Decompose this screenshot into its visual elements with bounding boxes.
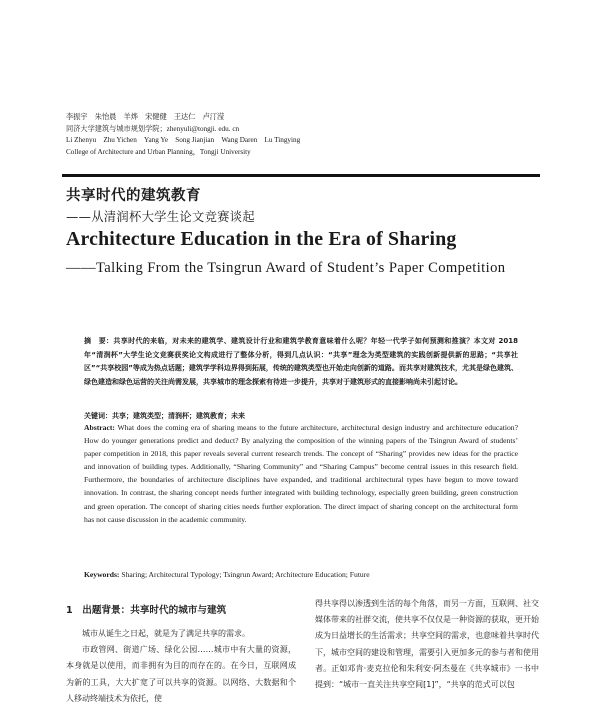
keywords-cn-label: 关键词： [84,412,112,420]
abstract-en [84,421,518,526]
section-heading [66,602,296,620]
title-divider [62,174,540,177]
keywords-en-label: Keywords: [84,570,120,579]
title-en: Architecture Education in the Era of Sharing [66,228,457,250]
author-names-en: Li Zhenyu Zhu Yichen Yang Ye Song Jianjian Wang Daren Lu Tingying [66,136,301,145]
author-block [66,112,546,158]
keywords-en-text: Sharing; Architectural Typology; Tsingrun Award; Architecture Education; Future [121,570,370,579]
abstract-cn-label: 摘 要： [84,337,114,345]
author-affiliation-en: College of Architecture and Urban Planning，Tongji University [66,147,251,156]
abstract-cn [84,335,518,389]
body-paragraph-continued: 得共享得以渗透到生活的每个角落，而另一方面，互联网、社交媒体带来的社群交流，使共享不仅仅是一种资源的获取，更开始成为日益增长的生活需求；共享空间的需求，也意味着共享时代下，城市空间的建设和管理，需要引入更加多元的参与者和使用者。正如邓肯·麦克拉伦和朱利安·阿杰曼在《共享城市》一书中提到：“城市一直关注共享空间[1]”，“共享的范式可以包 [315,599,539,690]
body-paragraph: 市政管网、街道广场、绿化公园……城市中有大量的资源，本身就是以使用，而非拥有为目的而存在的。在今日，互联网成为新的工具，大大扩宽了可以共享的资源。以网络、大数据和个人移动终端技术为依托，使 [66,645,296,703]
keywords-cn-text: 共享；建筑类型；清润杯；建筑教育；未来 [112,412,245,420]
body-column-right [315,596,539,693]
abstract-en-label: Abstract: [84,423,115,432]
author-affiliation-cn: 同济大学建筑与城市规划学院；zhenyuli@tongji. edu. cn [66,124,240,133]
subtitle-en: ——Talking From the Tsingrun Award of Student’s Paper Competition [66,260,506,276]
author-names-cn: 李振宇 朱怡晨 羊烨 宋健健 王达仁 卢汀滢 [66,113,225,121]
subtitle-cn: ——从清润杯大学生论文竞赛谈起 [66,210,255,224]
body-paragraph: 城市从诞生之日起，就是为了满足共享的需求。 [82,629,250,638]
section-title: 出题背景：共享时代的城市与建筑 [82,605,227,616]
keywords-en [84,569,518,581]
abstract-en-text: What does the coming era of sharing means to the future architecture, architectural design industry and architecture education? How do younger generations predict and deduct? By analyzing the composition of the winning papers of the Tsingrun Award of students’ paper competition in 2018, this paper reveals several current research trends. The concept of “Sharing” provides new ideas for the practice and innovation of building types. Additionally, “Sharing Community” and “Sharing Campus” become central issues in this research field. Furthermore, the boundaries of architecture disciplines have expanded, and traditional architectural types have begun to move toward innovation. In contrast, the sharing concept needs further integrated with building technology, especially green building, green construction and green operation. The concept of sharing cities needs further exploration. The direct impact of sharing concept on the architectural form has not cause discussion in the academic community. [84,423,518,524]
body-column-left [66,602,296,707]
title-cn: 共享时代的建筑教育 [66,188,201,204]
abstract-cn-text: 共享时代的来临，对未来的建筑学、建筑设计行业和建筑学教育意味着什么呢？年轻一代学子如何预测和推演？本文对 2018 年“清润杯”大学生论文竞赛获奖论文构成进行了整体分析，得到几点认识：“共享”理念为类型建筑的实践创新提供新的思路；“共享社区”“共享校园”等成为热点话题；建筑学学科边界得到拓展，传统的建筑类型也开始走向创新的道路。而共享对建筑技术，尤其是绿色建筑、绿色建造和绿色运营的关注尚需发展，共享城市的理念探索有待进一步提升，共享对于建筑形式的直接影响尚未引起讨论。 [84,337,519,386]
section-number: 1 [66,605,73,616]
